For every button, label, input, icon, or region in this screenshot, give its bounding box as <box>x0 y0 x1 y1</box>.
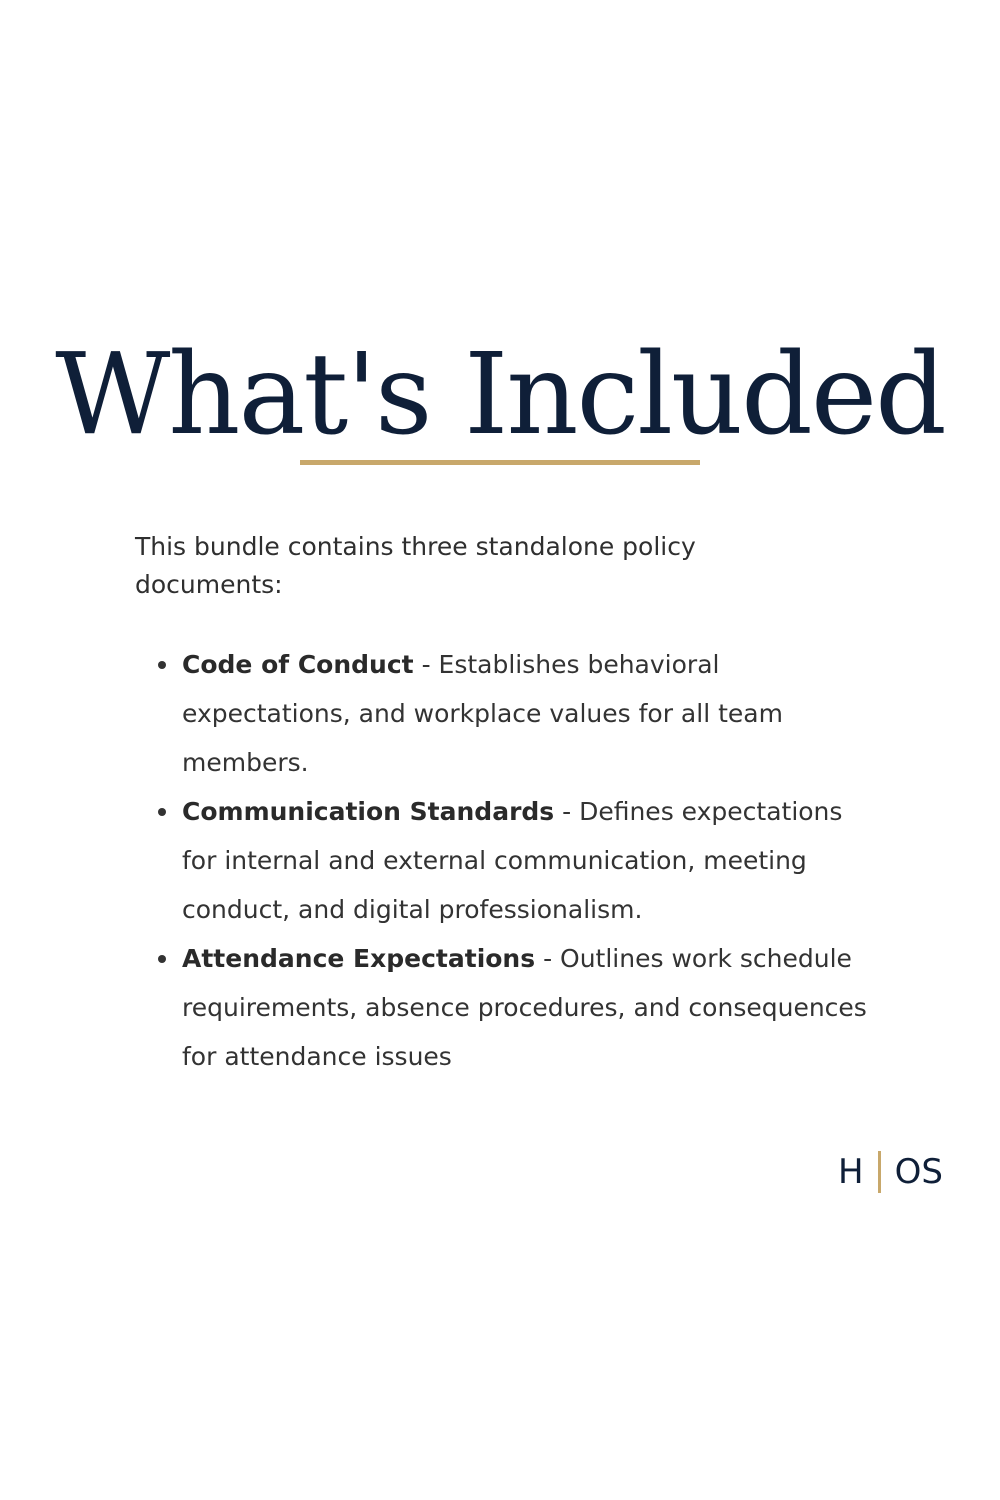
list-item-code-of-conduct <box>182 640 872 787</box>
bullet-icon <box>158 955 166 963</box>
logo-letter: H <box>838 1152 864 1192</box>
intro-text: This bundle contains three standalone policy documents: <box>135 532 696 599</box>
item-name: Attendance Expectations <box>182 944 536 973</box>
list-item-communication-standards <box>182 787 872 934</box>
item-name: Code of Conduct <box>182 650 414 679</box>
logo-letters: OS <box>894 1152 943 1192</box>
item-description: - Defines expectations for internal and external communication, meeting conduct, and digital professionalism. <box>182 797 843 924</box>
included-documents-list <box>182 640 872 1081</box>
logo-divider <box>878 1151 881 1193</box>
item-name: Communication Standards <box>182 797 555 826</box>
item-description: - Establishes behavioral expectations, and workplace values for all team members. <box>182 650 783 777</box>
title-underline <box>300 460 700 465</box>
bullet-icon <box>158 661 166 669</box>
page-title: What's Included <box>55 330 945 460</box>
bullet-icon <box>158 808 166 816</box>
list-item-attendance-expectations <box>182 934 872 1081</box>
brand-logo <box>838 1150 943 1194</box>
item-description: - Outlines work schedule requirements, absence procedures, and consequences for attendance issues <box>182 944 867 1071</box>
